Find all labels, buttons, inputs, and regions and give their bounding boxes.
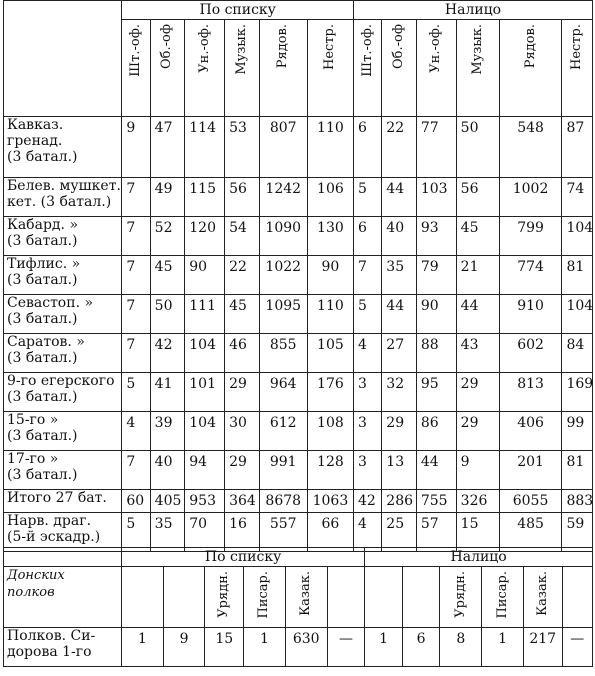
table-cell: 50 xyxy=(150,295,185,334)
column-header xyxy=(205,567,244,628)
table-cell: 88 xyxy=(416,334,456,373)
table-cell: 90 xyxy=(416,295,456,334)
row-label xyxy=(4,412,122,451)
table-cell: 1 xyxy=(365,628,403,667)
row-label-line: 17-го » xyxy=(7,451,59,467)
column-header xyxy=(285,567,327,628)
group-header-present: Налицо xyxy=(354,1,593,20)
corner-label-line: Донских xyxy=(7,568,65,583)
row-label xyxy=(4,490,122,513)
table-cell: 53 xyxy=(225,117,260,178)
table-cell: 108 xyxy=(307,412,353,451)
table-cell: 3 xyxy=(354,451,382,490)
table-cell: 56 xyxy=(225,178,260,217)
column-header xyxy=(440,567,482,628)
table-cell: 95 xyxy=(416,373,456,412)
table-cell: 90 xyxy=(185,256,225,295)
table-cell: 29 xyxy=(456,412,499,451)
table-row xyxy=(4,451,593,490)
table-cell: 56 xyxy=(456,178,499,217)
table-cell: 326 xyxy=(456,490,499,513)
table-row xyxy=(4,628,593,667)
table-cell: 87 xyxy=(562,117,593,178)
table-cell: 114 xyxy=(185,117,225,178)
table-cell: 45 xyxy=(456,217,499,256)
table-cell: 54 xyxy=(225,217,260,256)
column-header-text: Урядн. xyxy=(216,571,232,618)
table-cell: 52 xyxy=(150,217,185,256)
column-header xyxy=(307,20,353,117)
column-header xyxy=(499,20,562,117)
table-cell: 15 xyxy=(205,628,244,667)
table-cell: 60 xyxy=(122,490,150,513)
row-label-line: Кавказ. xyxy=(7,117,64,133)
table-row xyxy=(4,217,593,256)
table-cell: 22 xyxy=(382,117,417,178)
table-cell: 217 xyxy=(523,628,562,667)
table-cell: 755 xyxy=(416,490,456,513)
table-cell: 104 xyxy=(562,217,593,256)
table-cell: 485 xyxy=(499,513,562,552)
corner-label xyxy=(4,567,122,628)
column-header xyxy=(163,567,205,628)
column-header-text: Ун.-оф. xyxy=(428,24,444,73)
table-cell: 6055 xyxy=(499,490,562,513)
table-cell: 45 xyxy=(150,256,185,295)
table-cell: 70 xyxy=(185,513,225,552)
table-cell: 81 xyxy=(562,451,593,490)
row-label-line: 9-го егерского xyxy=(7,373,115,389)
table-cell: 910 xyxy=(499,295,562,334)
table-cell: 557 xyxy=(259,513,307,552)
column-header-text: Казак. xyxy=(298,571,314,616)
table-cell: 42 xyxy=(354,490,382,513)
table-cell: 46 xyxy=(225,334,260,373)
table-cell: 1 xyxy=(244,628,286,667)
table-cell: 86 xyxy=(416,412,456,451)
table-cell: 104 xyxy=(185,334,225,373)
table-cell: 79 xyxy=(416,256,456,295)
table-cell: 953 xyxy=(185,490,225,513)
column-header xyxy=(365,567,403,628)
table-cell: 15 xyxy=(456,513,499,552)
column-header xyxy=(562,20,593,117)
column-header-text: Урядн. xyxy=(452,571,468,618)
table-cell: 44 xyxy=(382,295,417,334)
table-cell: 991 xyxy=(259,451,307,490)
table-row xyxy=(4,295,593,334)
row-label xyxy=(4,513,122,552)
row-label xyxy=(4,628,122,667)
table-cell: 964 xyxy=(259,373,307,412)
column-header-text: Об.-оф xyxy=(159,24,175,70)
column-header xyxy=(150,20,185,117)
table-cell: 169 xyxy=(562,373,593,412)
column-header-text: Шт.-оф. xyxy=(128,24,144,77)
row-label xyxy=(4,451,122,490)
row-label-line: кет. (3 батал.) xyxy=(7,194,112,210)
table-cell: 799 xyxy=(499,217,562,256)
row-label-line: Белев. мушкет. xyxy=(7,178,121,194)
table-cell: 807 xyxy=(259,117,307,178)
table-cell: 405 xyxy=(150,490,185,513)
table-cell: 44 xyxy=(456,295,499,334)
table-cell: 120 xyxy=(185,217,225,256)
table-cell: 406 xyxy=(499,412,562,451)
table-cell: 1063 xyxy=(307,490,353,513)
table-cell: 40 xyxy=(382,217,417,256)
table-cell: 7 xyxy=(122,295,150,334)
row-label-line: (3 батал.) xyxy=(7,389,78,405)
row-label-line: (3 батал.) xyxy=(7,272,78,288)
table-cell: 50 xyxy=(456,117,499,178)
table-cell: 45 xyxy=(225,295,260,334)
table-cell: 81 xyxy=(562,256,593,295)
table-cell: 29 xyxy=(382,412,417,451)
table-row xyxy=(4,373,593,412)
table-cell: 9 xyxy=(163,628,205,667)
table-cell: 630 xyxy=(285,628,327,667)
table-cell: 104 xyxy=(185,412,225,451)
row-label-line: Тифлис. » xyxy=(7,256,81,272)
column-header xyxy=(382,20,417,117)
row-label-line: Кабард. » xyxy=(7,217,79,233)
table-cell: 364 xyxy=(225,490,260,513)
row-label-line: (3 батал.) xyxy=(7,149,78,165)
table-row xyxy=(4,256,593,295)
table-cell: 5 xyxy=(122,513,150,552)
column-header-text: Нестр. xyxy=(322,24,338,70)
column-header-text: Писар. xyxy=(256,571,272,619)
table-cell: 8 xyxy=(440,628,482,667)
table-cell: 13 xyxy=(382,451,417,490)
table-row xyxy=(4,412,593,451)
table-cell: 201 xyxy=(499,451,562,490)
table-cell: 94 xyxy=(185,451,225,490)
table-cell: 7 xyxy=(122,451,150,490)
table-cell: 39 xyxy=(150,412,185,451)
column-header xyxy=(259,20,307,117)
corner-cell xyxy=(4,1,122,117)
column-header-text: Музык. xyxy=(469,24,485,75)
group-header-present: Налицо xyxy=(365,548,593,567)
column-header-text: Писар. xyxy=(494,571,510,619)
table-cell: 128 xyxy=(307,451,353,490)
table-cell: 130 xyxy=(307,217,353,256)
table-cell: 42 xyxy=(150,334,185,373)
column-header xyxy=(244,567,286,628)
column-header-text: Казак. xyxy=(534,571,550,616)
table-cell: 22 xyxy=(225,256,260,295)
table-row xyxy=(4,178,593,217)
corner-cell-top xyxy=(4,548,122,567)
table-cell: 101 xyxy=(185,373,225,412)
column-header xyxy=(402,567,440,628)
table-cell: 3 xyxy=(354,373,382,412)
row-label-line: (3 батал.) xyxy=(7,350,78,366)
table-cell: 1 xyxy=(121,628,163,667)
group-header-list: По списку xyxy=(121,548,364,567)
table-cell: 21 xyxy=(456,256,499,295)
column-header xyxy=(354,20,382,117)
column-header-text: Рядов. xyxy=(522,24,538,69)
table-cell: 1022 xyxy=(259,256,307,295)
column-header xyxy=(482,567,524,628)
table-cell: 29 xyxy=(225,373,260,412)
row-label-line: (3 батал.) xyxy=(7,233,78,249)
column-header xyxy=(225,20,260,117)
row-label xyxy=(4,117,122,178)
table-cell: 1090 xyxy=(259,217,307,256)
row-label-line: гренад. xyxy=(7,133,63,149)
table-cell: 106 xyxy=(307,178,353,217)
column-header xyxy=(416,20,456,117)
table-cell: 602 xyxy=(499,334,562,373)
table-don-regiments xyxy=(3,547,593,667)
group-header-list: По списку xyxy=(122,1,354,20)
row-label xyxy=(4,373,122,412)
row-label xyxy=(4,295,122,334)
table-cell: 5 xyxy=(122,373,150,412)
table-cell: 4 xyxy=(354,334,382,373)
table-cell: 103 xyxy=(416,178,456,217)
table-cell: 16 xyxy=(225,513,260,552)
table-cell: 612 xyxy=(259,412,307,451)
table-cell: 93 xyxy=(416,217,456,256)
table-cell: 27 xyxy=(382,334,417,373)
table-cell: 105 xyxy=(307,334,353,373)
table-cell: 59 xyxy=(562,513,593,552)
table-cell: 84 xyxy=(562,334,593,373)
row-label-line: Севастоп. » xyxy=(7,295,94,311)
row-label-line: Нарв. драг. xyxy=(7,513,92,529)
column-header-text: Ун.-оф. xyxy=(196,24,212,73)
table-cell: 110 xyxy=(307,295,353,334)
column-header xyxy=(562,567,592,628)
column-header xyxy=(456,20,499,117)
table-cell: 29 xyxy=(225,451,260,490)
table-cell: 9 xyxy=(456,451,499,490)
table-cell: 855 xyxy=(259,334,307,373)
row-label-line: (3 батал.) xyxy=(7,311,78,327)
table-cell: 8678 xyxy=(259,490,307,513)
table-cell: 7 xyxy=(122,217,150,256)
table-cell: 99 xyxy=(562,412,593,451)
column-header xyxy=(523,567,562,628)
table-cell: 49 xyxy=(150,178,185,217)
table-cell: 115 xyxy=(185,178,225,217)
table-cell: 110 xyxy=(307,117,353,178)
row-label-line: Саратов. » xyxy=(7,334,85,350)
column-header-text: Нестр. xyxy=(569,24,585,70)
table-cell: 6 xyxy=(402,628,440,667)
table-cell: 7 xyxy=(354,256,382,295)
table-cell: 44 xyxy=(382,178,417,217)
table-cell: 66 xyxy=(307,513,353,552)
table-cell: 7 xyxy=(122,178,150,217)
row-label xyxy=(4,217,122,256)
table-cell: 30 xyxy=(225,412,260,451)
table-row xyxy=(4,334,593,373)
table-cell: 548 xyxy=(499,117,562,178)
table-cell: 25 xyxy=(382,513,417,552)
table-cell: 47 xyxy=(150,117,185,178)
column-header-text: Об.-оф xyxy=(391,24,407,70)
table-cell: 5 xyxy=(354,295,382,334)
table-cell: 4 xyxy=(354,513,382,552)
column-header-text: Рядов. xyxy=(275,24,291,69)
corner-label-line: полков xyxy=(7,585,55,600)
table-cell: 57 xyxy=(416,513,456,552)
table-cell: 5 xyxy=(354,178,382,217)
row-label-line: Полков. Си- xyxy=(7,628,96,644)
table-cell: 29 xyxy=(456,373,499,412)
column-header xyxy=(121,567,163,628)
table-row xyxy=(4,117,593,178)
table-cell: 1242 xyxy=(259,178,307,217)
row-label-line: Итого 27 бат. xyxy=(7,490,107,506)
row-label-line: (3 батал.) xyxy=(7,428,78,444)
table-cell: 9 xyxy=(122,117,150,178)
table-cell: — xyxy=(327,628,365,667)
table-cell: 6 xyxy=(354,217,382,256)
table-cell: 1 xyxy=(482,628,524,667)
row-label-line: дорова 1-го xyxy=(7,644,92,660)
row-label xyxy=(4,256,122,295)
table-cell: 35 xyxy=(382,256,417,295)
table-cell: 883 xyxy=(562,490,593,513)
table-row xyxy=(4,513,593,552)
table-cell: 4 xyxy=(122,412,150,451)
table-cell: 104 xyxy=(562,295,593,334)
table-cell: 44 xyxy=(416,451,456,490)
table-cell: 90 xyxy=(307,256,353,295)
table-cell: 41 xyxy=(150,373,185,412)
column-header xyxy=(122,20,150,117)
row-label xyxy=(4,178,122,217)
table-cell: 813 xyxy=(499,373,562,412)
table-cell: 774 xyxy=(499,256,562,295)
table-cell: 1002 xyxy=(499,178,562,217)
table-cell: 40 xyxy=(150,451,185,490)
table-strength-battalions xyxy=(3,0,593,552)
table-cell: 77 xyxy=(416,117,456,178)
column-header-text: Шт.-оф. xyxy=(359,24,375,77)
table-cell: 7 xyxy=(122,256,150,295)
table-cell: — xyxy=(562,628,592,667)
table-cell: 35 xyxy=(150,513,185,552)
table-cell: 43 xyxy=(456,334,499,373)
table-cell: 111 xyxy=(185,295,225,334)
row-label xyxy=(4,334,122,373)
column-header-text: Музык. xyxy=(233,24,249,75)
row-label-line: 15-го » xyxy=(7,412,59,428)
table-cell: 286 xyxy=(382,490,417,513)
table-cell: 74 xyxy=(562,178,593,217)
table-cell: 6 xyxy=(354,117,382,178)
table-cell: 176 xyxy=(307,373,353,412)
column-header xyxy=(327,567,365,628)
table-cell: 32 xyxy=(382,373,417,412)
row-label-line: (3 батал.) xyxy=(7,467,78,483)
table-cell: 3 xyxy=(354,412,382,451)
table-cell: 7 xyxy=(122,334,150,373)
column-header xyxy=(185,20,225,117)
row-label-line: (5-й эскадр.) xyxy=(7,529,101,545)
table-row xyxy=(4,490,593,513)
table-cell: 1095 xyxy=(259,295,307,334)
